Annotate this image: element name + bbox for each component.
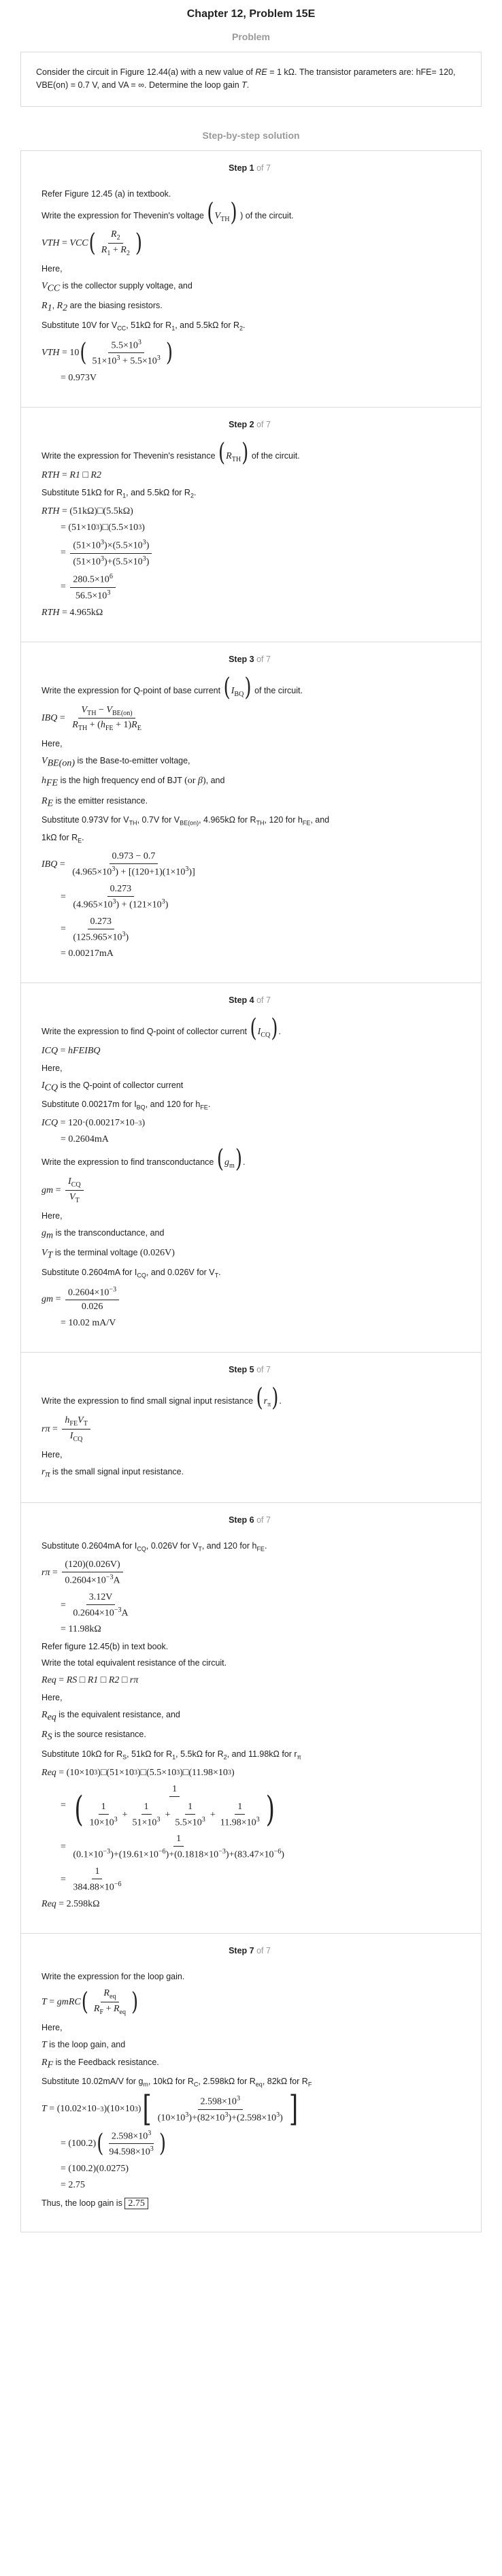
- step-of: of 7: [256, 1515, 271, 1525]
- step-number: 2: [249, 420, 254, 430]
- equation-result: = 0.00217mA: [61, 948, 114, 959]
- step-text: Write the expression to find Q-point of collector current $(I_{CQ})$.: [41, 1014, 281, 1044]
- step-of: of 7: [256, 420, 271, 430]
- step-text: Substitute 10.02mA/V for $g_m$, 10kΩ for $R_C$, 2.598kΩ for $R_{eq}$, 82kΩ for $R_F$: [41, 2077, 312, 2088]
- text: , and: [310, 815, 330, 825]
- text: Thus, the loop gain is: [41, 2198, 122, 2208]
- text: Substitute 10V for V: [41, 320, 118, 330]
- equation: = $\frac{3.12V}{0.2604\times 10^{-3}A}$: [61, 1591, 129, 1619]
- equation: T = (10.02×10 −3 )(10×10 3 ) [ $\frac{2.598\times 10^3}{(10\times 10^3)+(82\times 10^3)+(2.598\times 10^3)}$ ]: [41, 2089, 299, 2130]
- step-6: [21, 1502, 481, 1932]
- step-word: Step: [229, 995, 248, 1006]
- step-text: $V_T$ is the terminal voltage (0.026V): [41, 1248, 175, 1261]
- text: is the terminal voltage: [54, 1248, 138, 1258]
- text: Here,: [41, 2022, 63, 2032]
- step-2: [21, 407, 481, 642]
- step-text: $R_1$, $R_2$ are the biasing resistors.: [41, 301, 163, 314]
- step-header: [41, 995, 458, 1005]
- step-text: Substitute 0.00217m for $I_{BQ}$, and 120 for $h_{FE}$.: [41, 1100, 211, 1111]
- final-answer: 2.75: [124, 2198, 148, 2209]
- equation: = $\frac{0.273}{(125.965\times 10^3)}$: [61, 916, 129, 943]
- text: , and 120 for h: [145, 1100, 201, 1110]
- equation: = $\frac{0.273}{(4.965\times 10^3) + (121\times 10^3)}$: [61, 884, 169, 910]
- step-number: 1: [249, 163, 254, 173]
- text: , 82kΩ for R: [262, 2077, 308, 2087]
- text: , 0.7V for V: [137, 815, 180, 825]
- problem-re: RE: [255, 67, 267, 77]
- step-number: 7: [249, 1945, 254, 1955]
- step-text: Substitute 10kΩ for $R_S$, 51kΩ for $R_1$, 5.5kΩ for $R_2$, and 11.98kΩ for $r_\pi$: [41, 1749, 301, 1761]
- equation: I BQ = $\frac{0.973 - 0.7}{(4.965\times 10^3) + [(120+1)(1\times 10^3)]}$: [41, 851, 195, 878]
- step-text: $r_\pi$ is the small signal input resistance.: [41, 1466, 184, 1480]
- step-header: [41, 1365, 458, 1374]
- step-text: Write the expression for Thevenin's resistance $(R_{TH})$ of the circuit.: [41, 439, 300, 468]
- step-header: [41, 655, 458, 664]
- equation: r π = $\frac{h_{FE}V_T}{I_{CQ}}$: [41, 1415, 458, 1443]
- step-number: 3: [249, 654, 254, 664]
- text: , and 0.026V for V: [146, 1267, 215, 1277]
- equation: g m = $\frac{0.2604\times 10^{-3}}{0.026}$: [41, 1286, 458, 1313]
- conclusion: [41, 2196, 458, 2211]
- step-number: 5: [249, 1365, 254, 1375]
- step-word: Step: [229, 1945, 248, 1955]
- step-header: [41, 1515, 458, 1525]
- text: ) of the circuit.: [240, 210, 294, 220]
- step-5: [21, 1352, 481, 1502]
- step-text: $R_S$ is the source resistance.: [41, 1730, 146, 1743]
- text: is the Feedback resistance.: [55, 2057, 159, 2067]
- step-3: [21, 642, 481, 983]
- step-text: Substitute 0.2604mA for $I_{CQ}$, 0.026V for $V_T$, and 120 for $h_{FE}$.: [41, 1541, 267, 1553]
- step-header: [41, 1946, 458, 1955]
- text: , 51kΩ for R: [127, 1749, 173, 1759]
- step-text: Write the expression to find transconductance $(g_m)$.: [41, 1145, 246, 1174]
- equation-result: = 11.98kΩ: [61, 1624, 101, 1635]
- text: = 4.965kΩ: [61, 607, 103, 618]
- equation: I CQ = h FE I BQ: [41, 1046, 101, 1057]
- step-of: of 7: [256, 654, 271, 664]
- text: Here,: [41, 264, 63, 274]
- problem-statement: [20, 52, 482, 107]
- step-text: Substitute 0.973V for $V_{TH}$, 0.7V for $V_{BE(on)}$, 4.965kΩ for $R_{TH}$, 120 for $h_{FE}$, and: [41, 815, 330, 827]
- text: of the circuit.: [251, 451, 300, 461]
- step-text: $I_{CQ}$ is the Q-point of collector current: [41, 1080, 184, 1093]
- text: , 120 for h: [264, 815, 303, 825]
- equation-result: = 10.02 mA/V: [61, 1318, 116, 1329]
- page-title: Chapter 12, Problem 15E: [186, 8, 316, 20]
- text: , 10kΩ for R: [148, 2077, 194, 2087]
- step-word: Step: [229, 654, 248, 664]
- equation: g m = $\frac{I_{CQ}}{V_T}$: [41, 1176, 458, 1204]
- text: Substitute 0.2604mA for I: [41, 1267, 137, 1277]
- text: , and 11.98kΩ for r: [227, 1749, 297, 1759]
- step-text: Write the expression for the loop gain.: [41, 1971, 185, 1981]
- solution-heading: Step-by-step solution: [202, 129, 300, 141]
- text: Write the expression for Thevenin's resistance: [41, 451, 216, 461]
- step-word: Step: [229, 420, 248, 430]
- text: Here,: [41, 1449, 63, 1459]
- equation: = (100.2) ( $\frac{2.598\times 10^3}{94.598\times 10^3}$ ): [61, 2129, 166, 2158]
- step-of: of 7: [256, 1945, 271, 1955]
- step-text: Write the expression to find small signal input resistance $(r_\pi)$.: [41, 1384, 282, 1413]
- text: is the emitter resistance.: [55, 795, 148, 806]
- text: is the Base-to-emitter voltage,: [77, 755, 190, 765]
- text: , 5.5kΩ for R: [175, 1749, 224, 1759]
- step-text: $h_{FE}$ is the high frequency end of BJT (or β), and: [41, 776, 225, 789]
- step-text: $g_m$ is the transconductance, and: [41, 1227, 165, 1241]
- text: Here,: [41, 739, 63, 749]
- text: is the transconductance, and: [55, 1227, 165, 1238]
- text: are the biasing resistors.: [69, 301, 163, 311]
- step-text: $R_F$ is the Feedback resistance.: [41, 2057, 159, 2070]
- step-number: 4: [249, 995, 254, 1006]
- problem-t: T: [241, 80, 247, 90]
- equation: = (51×10 3 )□(5.5×10 3 ): [61, 522, 145, 533]
- text: is the equivalent resistance, and: [58, 1709, 180, 1719]
- step-4: [21, 982, 481, 1352]
- equation: R TH = R 1 □ R 2: [41, 469, 101, 480]
- text: = 2.598kΩ: [58, 1898, 100, 1909]
- step-word: Step: [229, 163, 248, 173]
- equation: V TH = V CC ( $\frac{R_2}{R_1 + R_2}$ ): [41, 229, 143, 258]
- equation: R eq = (10×10 3 )□(51×10 3 )□(5.5×10 3 )□(11.98×10 3 ): [41, 1767, 235, 1778]
- text: is the high frequency end of BJT: [60, 776, 182, 786]
- text: , 4.965kΩ for R: [199, 815, 256, 825]
- text: Here,: [41, 1063, 63, 1074]
- text: 1kΩ for R: [41, 833, 78, 843]
- step-word: Step: [229, 1365, 248, 1375]
- equation-result: R eq = 2.598kΩ: [41, 1898, 100, 1909]
- text: Substitute 10kΩ for R: [41, 1749, 123, 1759]
- step-number: 6: [249, 1515, 254, 1525]
- equation-result: = 0.973V: [61, 373, 97, 384]
- step-text: Refer Figure 12.45 (a) in textbook.: [41, 188, 171, 199]
- step-text: $V_{BE(on)}$ is the Base-to-emitter voltage,: [41, 755, 190, 769]
- text: is the collector supply voltage, and: [62, 280, 193, 291]
- problem-text: .: [246, 80, 250, 90]
- step-of: of 7: [256, 1365, 271, 1375]
- step-text: [41, 198, 458, 227]
- equation: = $\frac{1}{(0.1\times 10^{-3})+(19.61\times 10^{-6})+(0.1818\times 10^{-3})+(83.47\times 10^{-6})}$: [61, 1834, 284, 1860]
- text: Substitute 51kΩ for R: [41, 487, 123, 497]
- problem-text: = 1 kΩ. The transistor parameters are: hFE= 120, VBE(on) = 0.7 V, and VA = ∞. Determine the loop gain: [36, 67, 456, 90]
- problem-heading: Problem: [231, 31, 270, 42]
- text: and: [210, 776, 225, 786]
- text: Write the expression to find Q-point of collector current: [41, 1027, 247, 1037]
- text: Here,: [41, 1210, 63, 1221]
- step-text: Refer figure 12.45(b) in text book.: [41, 1642, 169, 1652]
- step-of: of 7: [256, 995, 271, 1006]
- step-text: Substitute 51kΩ for $R_1$, and 5.5kΩ for $R_2$.: [41, 487, 197, 499]
- text: is the loop gain, and: [49, 2039, 126, 2049]
- text: Write the expression to find small signal input resistance: [41, 1396, 254, 1406]
- step-text: $R_E$ is the emitter resistance.: [41, 795, 148, 809]
- equation-result: = 0.2604mA: [61, 1134, 109, 1145]
- steps-container: [20, 150, 482, 2232]
- text: Substitute 0.973V for V: [41, 815, 129, 825]
- text: Write the expression for Q-point of base current: [41, 685, 221, 695]
- equation: r π = $\frac{(120)(0.026V)}{0.2604\times 10^{-3}A}$: [41, 1559, 458, 1587]
- text: Substitute 0.2604mA for I: [41, 1541, 137, 1551]
- equation: V TH = 10 ( $\frac{5.5\times 10^3}{51\times 10^3 + 5.5\times 10^3}$ ): [41, 338, 173, 367]
- equation: T = g m R C ( $\frac{R_{eq}}{R_F + R_{eq}}$ ): [41, 1987, 139, 2017]
- step-of: of 7: [256, 163, 271, 173]
- math: $(V_{TH})$: [207, 198, 237, 227]
- step-header: [41, 420, 458, 429]
- text: , 51kΩ for R: [126, 320, 172, 330]
- step-text: $V_{CC}$ is the collector supply voltage, and: [41, 280, 193, 294]
- step-1: [21, 151, 481, 407]
- equation: = $\frac{(51\times 10^3)\times(5.5\times 10^3)}{(51\times 10^3)+(5.5\times 10^3)}$: [41, 539, 458, 567]
- step-7: [21, 1933, 481, 2232]
- text: Substitute 10.02mA/V for g: [41, 2077, 144, 2087]
- equation: I BQ = $\frac{V_{TH} - V_{BE(on)}}{R_{TH} + (h_{FE} + 1)R_E}$: [41, 704, 141, 733]
- equation-result: R TH = 4.965kΩ: [41, 607, 103, 618]
- step-text: Substitute 10V for $V_{CC}$, 51kΩ for $R_1$, and 5.5kΩ for $R_2$.: [41, 320, 246, 332]
- equation: R eq = R S □ R 1 □ R 2 □ r π: [41, 1674, 139, 1685]
- text: is the Q-point of collector current: [60, 1080, 184, 1090]
- text: Here,: [41, 1692, 63, 1702]
- text: of the circuit.: [254, 685, 303, 695]
- step-word: Step: [229, 1515, 248, 1525]
- step-text: Write the expression for Q-point of base current $(I_{BQ})$ of the circuit.: [41, 673, 303, 702]
- text: Write the expression for Thevenin's voltage: [41, 210, 204, 220]
- step-text: 1kΩ for $R_E$.: [41, 833, 84, 844]
- equation: = $\frac{1}{384.88\times 10^{-6}}$: [61, 1866, 122, 1893]
- equation: I CQ = 120·(0.00217×10 −3 ): [41, 1118, 146, 1129]
- text: , and 120 for h: [201, 1541, 257, 1551]
- step-text: Write the total equivalent resistance of the circuit.: [41, 1658, 227, 1668]
- text: Write the expression to find transconductance: [41, 1157, 214, 1168]
- step-header: [41, 163, 458, 173]
- text: is the small signal input resistance.: [52, 1466, 184, 1476]
- problem-text: Consider the circuit in Figure 12.44(a) with a new value of: [36, 67, 256, 77]
- step-text: T is the loop gain, and: [41, 2039, 126, 2050]
- text: , and 5.5kΩ for R: [126, 487, 190, 497]
- text: Substitute 0.00217m for I: [41, 1100, 137, 1110]
- text: , and 5.5kΩ for R: [175, 320, 240, 330]
- equation: = 2.75: [61, 2179, 85, 2190]
- step-text: Substitute 0.2604mA for $I_{CQ}$, and 0.026V for $V_T$.: [41, 1267, 221, 1279]
- text: (0.026V): [139, 1248, 175, 1259]
- equation: = (100.2)(0.0275): [61, 2163, 129, 2174]
- text: is the source resistance.: [54, 1730, 146, 1740]
- step-text: $R_{eq}$ is the equivalent resistance, and: [41, 1709, 180, 1723]
- equation: = 1 ( $\frac{1}{10\times 10^3}$ + $\frac{1}{51\times 10^3}$ + $\frac{1}{5.5\times 10^3}$ + $\frac{1}{11.98\times 10^3}$ ): [61, 1783, 275, 1830]
- text: , 2.598kΩ for R: [198, 2077, 256, 2087]
- text: , 0.026V for V: [146, 1541, 199, 1551]
- equation: = $\frac{280.5\times 10^6}{56.5\times 10^3}$: [41, 573, 458, 601]
- equation: R TH = (51kΩ)□(5.5kΩ): [41, 506, 133, 516]
